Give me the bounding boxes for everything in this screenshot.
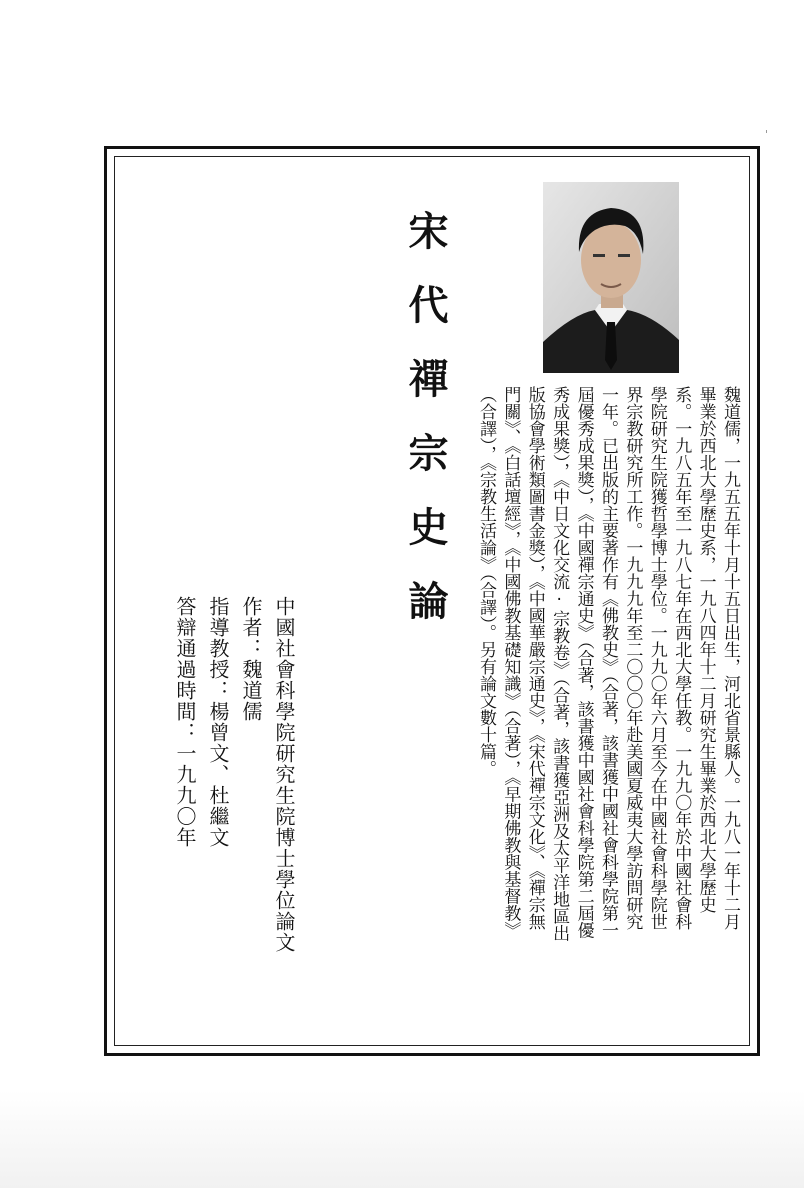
thesis-info <box>150 596 300 953</box>
thesis-author: 作者：魏道儒 <box>239 596 263 722</box>
thesis-advisors: 指導教授：楊曾文、杜繼文 <box>206 596 230 848</box>
book-title: 宋代禪宗史論 <box>402 210 449 654</box>
page-bottom-shadow <box>0 1090 804 1188</box>
author-portrait-icon <box>543 182 679 373</box>
author-photo <box>543 182 679 373</box>
scan-mark <box>766 130 767 133</box>
thesis-defense-date: 答辯通過時間：一九九〇年 <box>173 596 197 848</box>
author-biography: 魏道儒，一九五五年十月十五日出生，河北省景縣人。一九八一年十二月畢業於西北大學歷史系，一九八四年十二月研究生畢業於西北大學歷史系。一九八五年至一九八七年在西北大學任教。一九九〇年於中國社會科學院研究生院獲哲學博士學位。一九九〇年六月至今在中國社會科學院世界宗教研究所工作。一九九九年至二〇〇〇年赴美國夏威夷大學訪問研究一年。已出版的主要著作有《佛教史》（合著，該書獲中國社會科學院第一屆優秀成果獎），《中國禪宗通史》（合著，該書獲中國社會科學院第二屆優秀成果獎），《中日文化交流·宗教卷》（合著，該書獲亞洲及太平洋地區出版協會學術類圖書金獎），《中國華嚴宗通史》，《宋代禪宗文化》、《禪宗無門關》、《白話壇經》，《中國佛教基礎知識》（合著），《早期佛教與基督教》（合譯），《宗教生活論》（合譯）。另有論文數十篇。 <box>475 386 740 942</box>
thesis-institution: 中國社會科學院研究生院博士學位論文 <box>272 596 296 953</box>
